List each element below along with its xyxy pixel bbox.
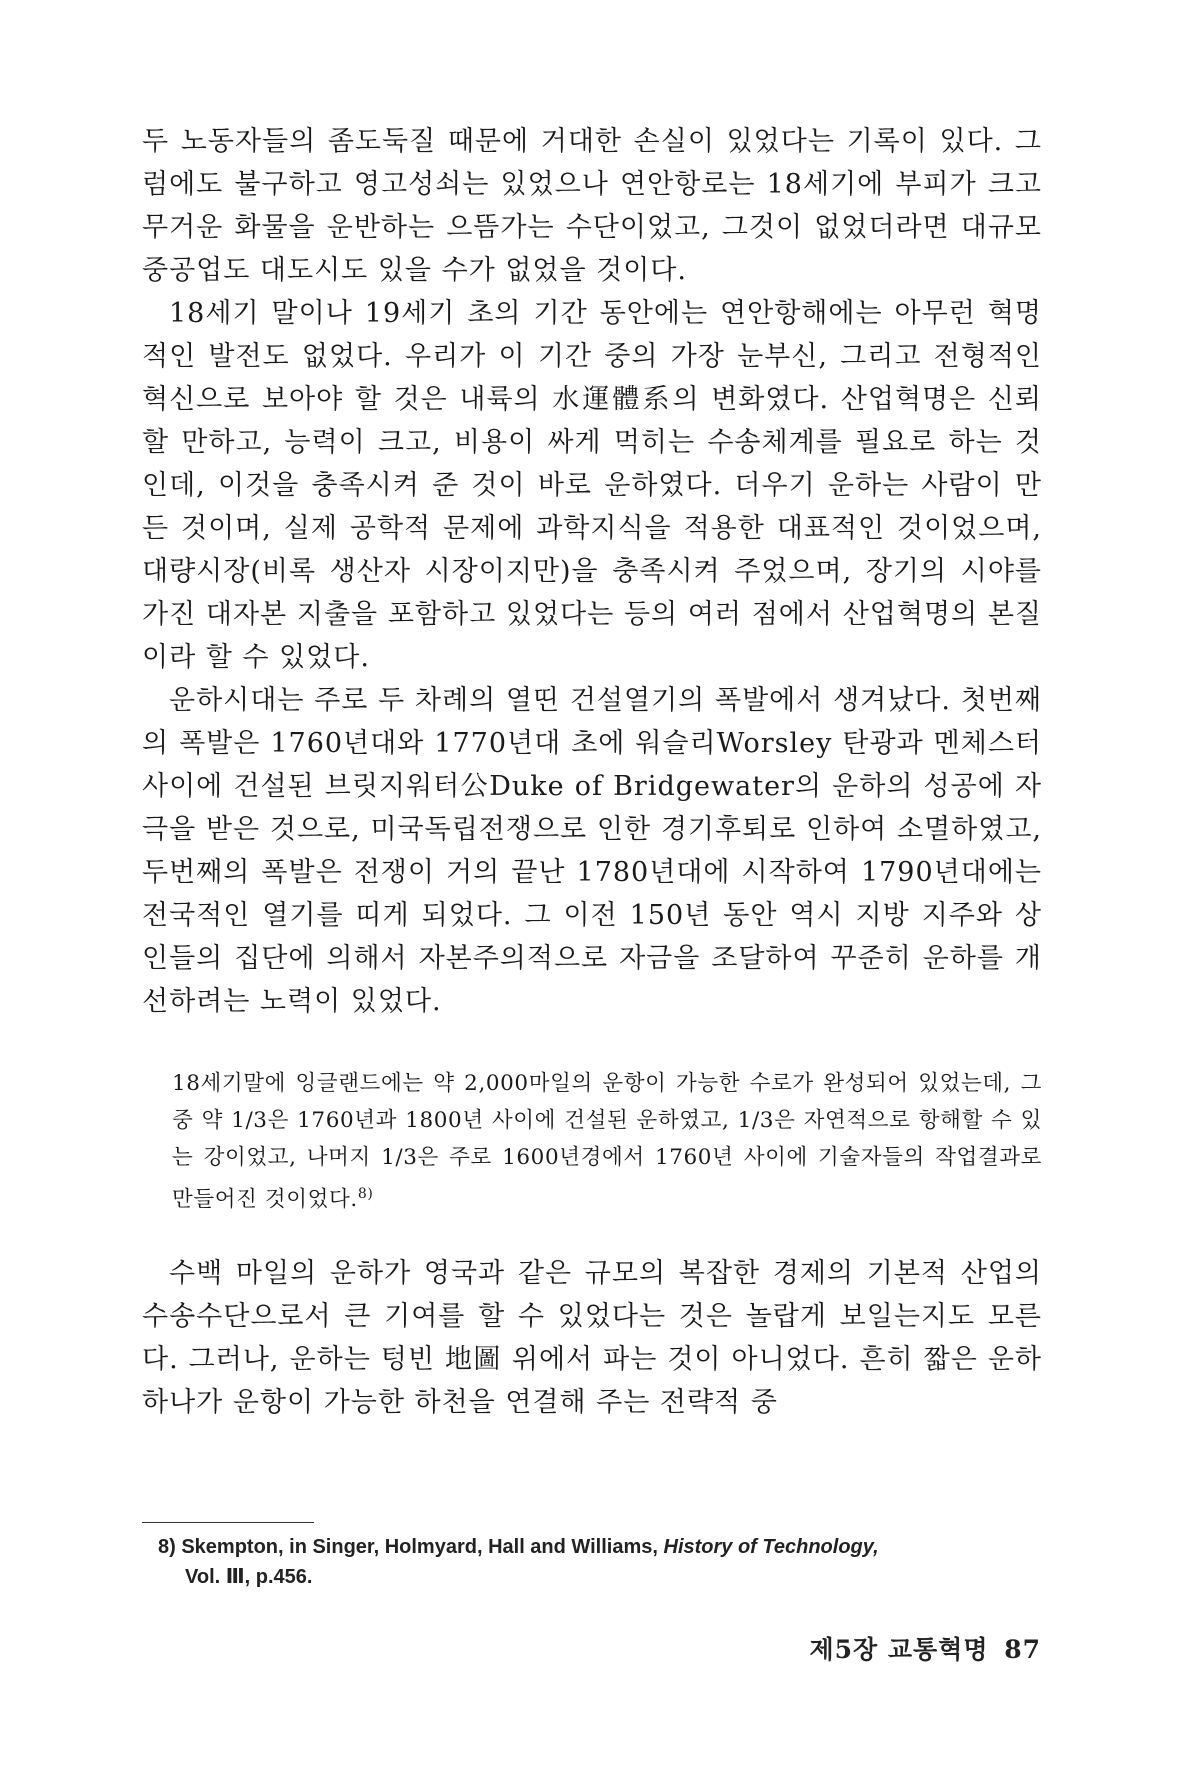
paragraph-1: 두 노동자들의 좀도둑질 때문에 거대한 손실이 있었다는 기록이 있다. 그럼에도 불구하고 영고성쇠는 있었으나 연안항로는 18세기에 부피가 크고 무거운 화물을 운반하는 으뜸가는 수단이었고, 그것이 없었더라면 대규모 중공업도 대도시도 있을 수가 없었을 것이다. (142, 126, 1042, 286)
paragraph-4: 수백 마일의 운하가 영국과 같은 규모의 복잡한 경제의 기본적 산업의 수송수단으로서 큰 기여를 할 수 있었다는 것은 놀랍게 보일는지도 모른다. 그러나, 운하는 텅빈 地圖 위에서 파는 것이 아니었다. 흔히 짧은 운하 하나가 운항이 가능한 하천을 연결해 주는 전략적 중 (142, 1258, 1042, 1419)
footnote-reference: 8) (357, 1186, 374, 1202)
footnote-book-title: History of Technology, (663, 1536, 879, 1558)
paragraph-3: 운하시대는 주로 두 차례의 열띤 건설열기의 폭발에서 생겨났다. 첫번째의 폭발은 1760년대와 1770년대 초에 워슬리Worsley 탄광과 멘체스터 사이에 건설된 브릿지워터公Duke of Bridgewater의 운하의 성공에 자극을 받은 것으로, 미국독립전쟁으로 인한 경기후퇴로 인하여 소멸하였고, 두번째의 폭발은 전쟁이 거의 끝난 1780년대에 시작하여 1790년대에는 전국적인 열기를 띠게 되었다. 그 이전 150년 동안 역시 지방 지주와 상인들의 집단에 의해서 자본주의적으로 자금을 조달하여 꾸준히 운하를 개선하려는 노력이 있었다. (142, 685, 1042, 1017)
footnote-citation: 8) Skempton, in Singer, Holmyard, Hall and Williams, (158, 1536, 658, 1558)
chapter-title: 제5장 교통혁명 (809, 1635, 989, 1664)
block-quote-text: 18세기말에 잉글랜드에는 약 2,000마일의 운항이 가능한 수로가 완성되어 있었는데, 그중 약 1/3은 1760년과 1800년 사이에 건설된 운하였고, 1/3은 자연적으로 항해할 수 있는 강이었고, 나머지 1/3은 주로 1600년경에서 1760년 사이에 기술자들의 작업결과로 만들어진 것이었다. (172, 1071, 1042, 1213)
footnote (158, 1532, 1038, 1592)
paragraph-2: 18세기 말이나 19세기 초의 기간 동안에는 연안항해에는 아무런 혁명적인 발전도 없었다. 우리가 이 기간 중의 가장 눈부신, 그리고 전형적인 혁신으로 보아야 할 것은 내륙의 水運體系의 변화였다. 산업혁명은 신뢰할 만하고, 능력이 크고, 비용이 싸게 먹히는 수송체계를 필요로 하는 것인데, 이것을 충족시켜 준 것이 바로 운하였다. 더우기 운하는 사람이 만든 것이며, 실제 공학적 문제에 과학지식을 적용한 대표적인 것이었으며, 대량시장(비록 생산자 시장이지만)을 충족시켜 주었으며, 장기의 시야를 가진 대자본 지출을 포함하고 있었다는 등의 여러 점에서 산업혁명의 본질이라 할 수 있었다. (142, 298, 1042, 673)
footnote-divider (142, 1522, 314, 1523)
running-footer (803, 1630, 1041, 1666)
block-quote (172, 1065, 1042, 1218)
page-body (142, 120, 1042, 1424)
page-number: 87 (1004, 1635, 1041, 1664)
footnote-volume: Vol. Ⅲ, p.456. (185, 1566, 313, 1588)
